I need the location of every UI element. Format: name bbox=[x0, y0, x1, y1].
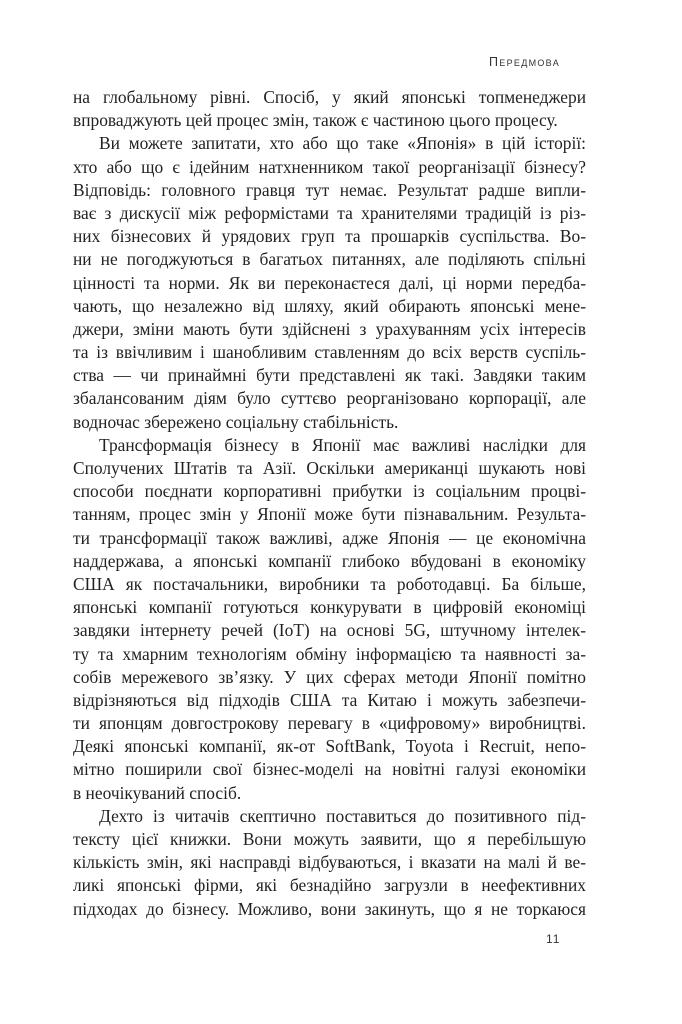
text-line: чають, що незалежно від шляху, який обирають японські мене- bbox=[73, 295, 586, 316]
running-head: Передмова bbox=[489, 55, 560, 69]
text-line: підходах до бізнесу. Можливо, вони закинуть, що я не торкаюся bbox=[73, 898, 586, 919]
text-line: впроваджують цей процес змін, також є частиною цього процесу. bbox=[73, 110, 558, 131]
text-line: кількість змін, які насправді відбуваються, і вказати на малі й ве- bbox=[73, 852, 586, 873]
text-line: наддержава, а японські компанії глибоко вбудовані в економіку bbox=[73, 550, 586, 571]
text-line: ти японцям довгострокову перевагу в «цифровому» виробництві. bbox=[73, 713, 586, 734]
text-line: джери, зміни мають бути здійснені з урахуванням усіх інтересів bbox=[73, 318, 586, 339]
text-line: танням, процес змін у Японії може бути пізнавальним. Результа- bbox=[73, 504, 586, 525]
text-line: ликі японські фірми, які безнадійно загрузли в неефективних bbox=[73, 875, 586, 896]
text-line: в неочікуваний спосіб. bbox=[73, 782, 242, 803]
text-line: Ви можете запитати, хто або що таке «Японія» в цій історії: bbox=[99, 133, 586, 154]
text-line: цінності та норми. Як ви переконаєтеся далі, ці норми передба- bbox=[73, 272, 586, 293]
text-line: собів мережевого зв’язку. У цих сферах методи Японії помітно bbox=[73, 666, 586, 687]
text-line: Відповідь: головного гравця тут немає. Результат радше випли- bbox=[73, 179, 586, 200]
text-line: водночас збережено соціальну стабільність. bbox=[73, 411, 399, 432]
text-line: ває з дискусії між реформістами та хранителями традицій із різ- bbox=[73, 202, 586, 223]
text-line: хто або що є ідейним натхненником такої реорганізації бізнесу? bbox=[73, 156, 586, 177]
text-line: Дехто із читачів скептично поставиться до позитивного під- bbox=[99, 805, 586, 826]
text-line: збалансованим діям було суттєво реорганізовано корпорації, але bbox=[73, 388, 586, 409]
text-line: японські компанії готуються конкурувати в цифровій економіці bbox=[73, 597, 586, 618]
text-line: та із ввічливим і шанобливим ставленням до всіх верств суспіль- bbox=[73, 342, 586, 363]
text-line: ту та хмарним технологіям обміну інформацією та наявності за- bbox=[73, 643, 586, 664]
text-line: способи поєднати корпоративні прибутки із соціальним процві- bbox=[73, 481, 586, 502]
text-line: Сполучених Штатів та Азії. Оскільки американці шукають нові bbox=[73, 458, 586, 478]
text-line: мітно поширили свої бізнес-моделі на новітні галузі економіки bbox=[73, 759, 586, 780]
page-number: 11 bbox=[546, 932, 561, 946]
text-line: Трансформація бізнесу в Японії має важливі наслідки для bbox=[99, 434, 586, 455]
text-line: на глобальному рівні. Спосіб, у який японські топменеджери bbox=[73, 87, 586, 107]
text-line: Деякі японські компанії, як-от SoftBank, Toyota і Recruit, непо- bbox=[73, 736, 586, 757]
text-line: ни не погоджуються в багатьох питаннях, але поділяють спільні bbox=[73, 249, 586, 270]
text-line: відрізняються від підходів США та Китаю і можуть забезпечи- bbox=[73, 689, 586, 710]
text-line: завдяки інтернету речей (IoT) на основі 5G, штучному інтелек- bbox=[73, 620, 586, 641]
text-line: США як постачальники, виробники та роботодавці. Ба більше, bbox=[73, 573, 586, 594]
text-line: ти трансформації також важливі, адже Японія — це економічна bbox=[73, 527, 586, 548]
text-line: тексту цієї книжки. Вони можуть заявити, що я перебільшую bbox=[73, 829, 586, 849]
text-line: них бізнесових й урядових груп та прошарків суспільства. Во- bbox=[73, 226, 586, 247]
body-text bbox=[73, 86, 586, 921]
text-line: ства — чи принаймні бути представлені як такі. Завдяки таким bbox=[73, 365, 586, 386]
